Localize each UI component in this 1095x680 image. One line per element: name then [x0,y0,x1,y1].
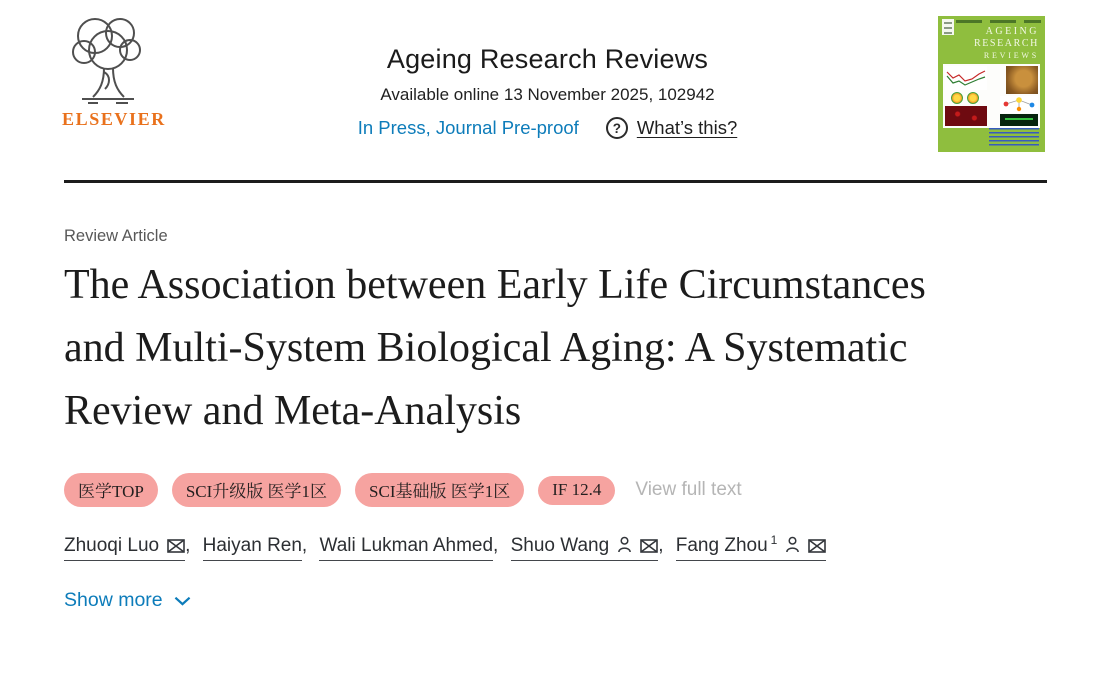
rank-badge: SCI升级版 医学1区 [172,473,341,507]
author-link[interactable]: Fang Zhou $^1$ [676,535,827,561]
person-icon [617,536,632,553]
cover-title: AGEING RESEARCH REVIEWS [973,26,1039,60]
email-icon [167,539,185,553]
person-icon [785,536,800,553]
cover-dark-panel-thumb [1000,114,1038,126]
author-separator: , [301,535,313,556]
journal-header [0,0,1095,180]
author-link[interactable]: Zhuoqi Luo [64,535,185,561]
email-icon [640,539,658,553]
view-full-text-link[interactable]: View full text [635,479,742,500]
author-link[interactable]: Shuo Wang [511,535,659,561]
authors-row [64,527,1047,565]
whats-this-link[interactable]: What’s this? [636,117,738,138]
badges-list [64,473,615,507]
article-summary [0,183,1095,612]
journal-info [248,0,848,139]
cover-network-diagram-thumb [1000,96,1038,113]
author-affiliation-sup: 1 [770,532,778,547]
article-title: The Association between Early Life Circumstances and Multi-System Biological Aging: A Systematic Review and Meta-Analysis [64,262,926,434]
chevron-down-icon [174,596,191,606]
status-row [248,117,848,139]
badges-row [64,473,1047,507]
email-icon [808,539,826,553]
author-separator: , [658,535,669,556]
availability-text: Available online 13 November 2025, 102942 [380,85,715,104]
author-separator: , [185,535,196,556]
author-separator: , [493,535,504,556]
author-link[interactable]: Haiyan Ren [203,535,302,561]
author-item [675,532,827,561]
show-more-label: Show more [64,589,163,611]
cover-brain-scan-thumb [967,92,979,104]
question-circle-icon[interactable]: ? [606,117,628,139]
cover-brain-scan-thumb [951,92,963,104]
author-link[interactable]: Wali Lukman Ahmed [319,535,493,561]
elsevier-wordmark: ELSEVIER [62,109,166,129]
journal-title-link[interactable]: Ageing Research Reviews [386,44,709,74]
rank-badge: 医学TOP [64,473,158,507]
in-press-link[interactable]: In Press, Journal Pre-proof [357,117,579,138]
rank-badge: IF 12.4 [538,476,615,505]
cover-microscopy-thumb [945,106,987,126]
cover-chart-thumb [945,66,987,90]
show-more-button[interactable] [64,589,191,612]
cover-photo-thumb [1006,66,1038,94]
cover-editors-text [989,128,1039,148]
author-item [203,535,320,556]
elsevier-tree-icon [64,10,152,108]
author-item [511,535,676,556]
cover-issue-text [956,20,1041,23]
cover-montage [943,64,1040,128]
author-item [319,535,510,556]
author-item [64,535,203,556]
article-type-label: Review Article [64,227,168,245]
rank-badge: SCI基础版 医学1区 [355,473,524,507]
elsevier-logo[interactable] [62,10,166,130]
journal-cover-thumbnail[interactable] [938,16,1045,152]
